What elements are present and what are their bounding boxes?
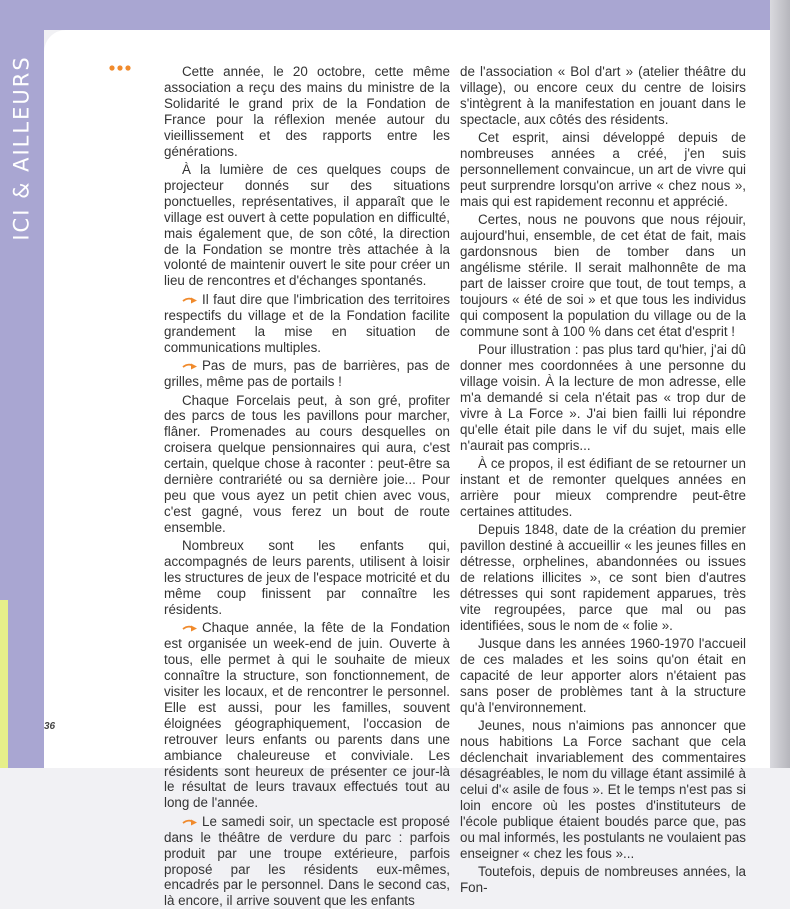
paragraph: Jusque dans les années 1960-1970 l'accueil de ces malades et les soins qu'on était en capacité de leur apporter alors n'étaient pas sans poser de problèmes tant à la structure qu'à l'environnement. [460, 636, 746, 715]
paragraph: Chaque Forcelais peut, à son gré, profiter des parcs de tous les pavillons pour marcher, flâner. Promenades au cours desquelles on croisera quelque pensionnaires qui aura, c'est certain, quelque chose à raconter : peut-être sa dernière contrariété ou sa dernière joie... Pour peu que vous ayez un petit chien avec vous, c'est gagné, vous ferez un bout de route ensemble. [164, 392, 450, 535]
orange-arrow-icon [182, 296, 198, 305]
paragraph: Pour illustration : pas plus tard qu'hier, j'ai dû donner mes coordonnées à une personne du village voisin. À la lecture de mon adresse, elle m'a demandé si cela n'était pas « trop dur de vivre à La Force ». J'ai bien failli lui répondre qu'elle était pile dans le vif du sujet, mais elle n'aurait pas compris... [460, 342, 746, 453]
orange-arrow-icon [182, 818, 198, 827]
paragraph-text: Pas de murs, pas de barrières, pas de grilles, même pas de portails ! [164, 358, 450, 389]
paragraph: Jeunes, nous n'aimions pas annoncer que nous habitions La Force sachant que cela déclenchait invariablement des commentaires désagréables, le nom du village étant assimilé à celui d'« asile de fous ». Et le temps n'est pas si loin encore où les postes d'instituteurs de l'école publique étaient boudés parce que, pas ou mal informés, les postulants ne voulaient pas enseigner « chez les fous »... [460, 718, 746, 861]
paragraph-arrow [164, 358, 450, 390]
paragraph: À ce propos, il est édifiant de se retourner un instant et de remonter quelques années en arrière pour mieux comprendre peut-être certaines attitudes. [460, 456, 746, 519]
text-column-right [460, 64, 746, 896]
top-color-band [0, 0, 790, 30]
text-column-left [164, 64, 450, 909]
orange-arrow-icon [182, 362, 198, 371]
paragraph: Certes, nous ne pouvons que nous réjouir, aujourd'hui, ensemble, de cet état de fait, mais gardonsnous bien de tomber dans un angélisme stérile. Il serait malhonnête de ma part de laisser croire que tout, de tout temps, a toujours « été de soi » et que tous les individus qui composent la population du village ou de la commune sont à 100 % dans cet état d'esprit ! [460, 212, 746, 339]
paragraph: Depuis 1848, date de la création du premier pavillon destiné à accueillir « les jeunes filles en détresse, orphelines, abandonnées ou issues de relations illicites », ce sont bien d'autres détresses qui sont rapidement apparues, très vite regroupées, parce que mal ou pas identifiées, sous le nom de « folie ». [460, 522, 746, 633]
paragraph-arrow [164, 814, 450, 909]
paragraph: Cette année, le 20 octobre, cette même association a reçu des mains du ministre de la Solidarité le grand prix de la Fondation de France pour la réflexion menée autour du vieillissement et des rapports entre les générations. [164, 64, 450, 159]
page-number: 36 [44, 721, 56, 732]
paragraph-text: Le samedi soir, un spectacle est proposé dans le théâtre de verdure du parc : parfois produit par une troupe extérieure, parfois proposé par les résidents eux-mêmes, encadrés par le personnel. Dans le second cas, là encore, il arrive souvent que les enfants [164, 813, 450, 909]
paragraph-text: Chaque année, la fête de la Fondation est organisée un week-end de juin. Ouverte à tous, elle permet à qui le souhaite de mieux connaître la structure, son fonctionnement, de visiter les locaux, et de rencontrer le personnel. Elle est aussi, pour les familles, souvent éloignées géographiquement, l'occasion de retrouver leurs enfants ou parents dans une ambiance chaleureuse et conviviale. Les résidents sont heureux de présenter ce jour-là le résultat de leurs travaux effectués tout au long de l'année. [164, 620, 450, 811]
paragraph-arrow [164, 620, 450, 811]
paragraph-arrow [164, 292, 450, 356]
paragraph: Nombreux sont les enfants qui, accompagnés de leurs parents, utilisent à loisir les structures de jeux de l'espace motricité et du même coup finissent par connaître les résidents. [164, 538, 450, 617]
paragraph: À la lumière de ces quelques coups de projecteur donnés sur des situations ponctuelles, représentatives, il apparaît que le village est ouvert à cette population en difficulté, mais également que, de son côté, la direction de la Fondation se montre très attachée à la volonté de maintenir ouvert le site pour créer un lieu de rencontres et d'échanges spontanés. [164, 162, 450, 289]
paragraph: Toutefois, depuis de nombreuses années, la Fon- [460, 864, 746, 896]
section-title [10, 40, 34, 255]
yellow-page-edge [0, 600, 8, 768]
orange-arrow-icon [182, 624, 198, 633]
paragraph: de l'association « Bol d'art » (atelier théâtre du village), ou encore ceux du centre de loisirs s'intègrent à la manifestation en jouant dans le spectacle, aux côtés des résidents. [460, 64, 746, 127]
paragraph-text: Il faut dire que l'imbrication des territoires respectifs du village et de la Fondation facilite grandement la mise en situation de communications multiples. [164, 291, 450, 355]
binding-strip [770, 0, 790, 768]
section-title-text: ICI & AILLEURS [10, 54, 35, 241]
paragraph: Cet esprit, ainsi développé depuis de nombreuses années a créé, j'en suis personnellement convaincue, un art de vivre qui peut surprendre lorsqu'on arrive « chez nous », mais qui est rapidement reconnu et apprécié. [460, 130, 746, 209]
three-dots-icon [108, 64, 134, 72]
